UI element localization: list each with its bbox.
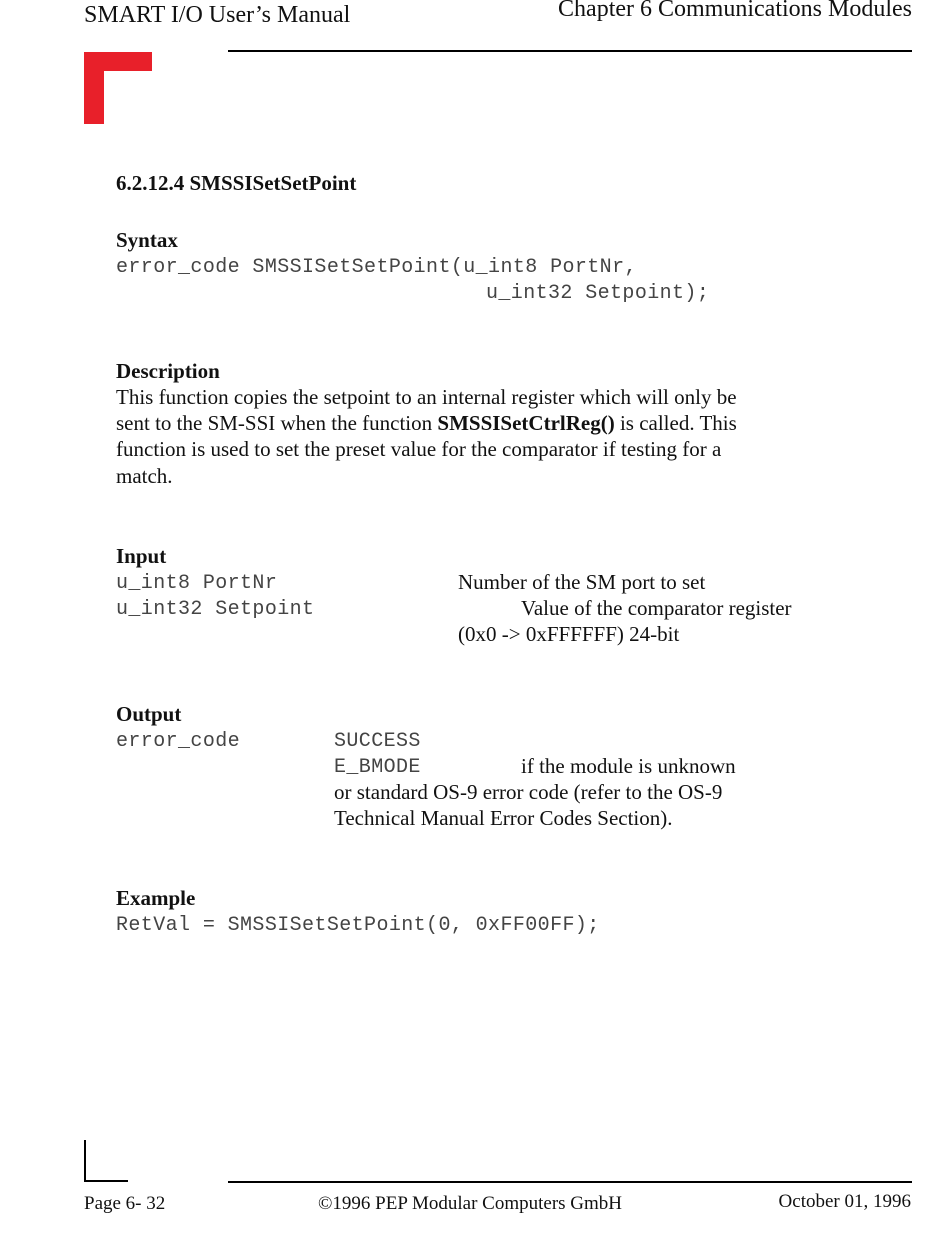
publication-date: October 01, 1996 bbox=[778, 1191, 911, 1212]
input-param-desc-cont: (0x0 -> 0xFFFFFF) 24-bit bbox=[458, 622, 680, 646]
syntax-label: Syntax bbox=[116, 228, 178, 252]
output-type: error_code bbox=[116, 730, 241, 753]
footer-rule bbox=[228, 1181, 912, 1183]
function-reference: SMSSISetCtrlReg() bbox=[437, 411, 615, 435]
description-line-4: match. bbox=[116, 464, 173, 488]
output-error-desc: if the module is unknown bbox=[521, 754, 736, 778]
input-param-desc: Number of the SM port to set bbox=[458, 570, 706, 594]
example-label: Example bbox=[116, 886, 196, 910]
header-rule bbox=[228, 50, 912, 52]
description-line-2-pre: sent to the SM-SSI when the function bbox=[116, 411, 438, 435]
description-line-2-post: is called. This bbox=[614, 411, 737, 435]
chapter-title: Chapter 6 Communications Modules bbox=[558, 0, 912, 22]
description-label: Description bbox=[116, 359, 220, 383]
description-line-3: function is used to set the preset value for the comparator if testing for a bbox=[116, 437, 722, 461]
manual-title: SMART I/O User’s Manual bbox=[84, 2, 351, 28]
output-error-code: E_BMODE bbox=[334, 756, 421, 779]
input-param-desc: Value of the comparator register bbox=[521, 596, 792, 620]
input-param-name: u_int8 PortNr bbox=[116, 572, 278, 595]
syntax-line-2: u_int32 Setpoint); bbox=[486, 282, 710, 305]
syntax-line-1: error_code SMSSISetSetPoint(u_int8 PortNr, bbox=[116, 256, 637, 279]
corner-logo-mark bbox=[84, 52, 152, 124]
description-line-1: This function copies the setpoint to an internal register which will only be bbox=[116, 385, 737, 409]
section-heading: 6.2.12.4 SMSSISetSetPoint bbox=[116, 171, 357, 195]
output-note-line-1: or standard OS-9 error code (refer to the OS-9 bbox=[334, 780, 723, 804]
output-note-line-2: Technical Manual Error Codes Section). bbox=[334, 806, 673, 830]
description-line-2 bbox=[116, 410, 737, 437]
input-param-name: u_int32 Setpoint bbox=[116, 598, 315, 621]
page-number: Page 6- 32 bbox=[84, 1193, 166, 1214]
copyright: ©1996 PEP Modular Computers GmbH bbox=[318, 1193, 623, 1214]
example-code: RetVal = SMSSISetSetPoint(0, 0xFF00FF); bbox=[116, 914, 600, 937]
output-success-code: SUCCESS bbox=[334, 730, 421, 753]
footer-corner-mark bbox=[84, 1140, 128, 1182]
output-label: Output bbox=[116, 702, 182, 726]
input-label: Input bbox=[116, 544, 167, 568]
